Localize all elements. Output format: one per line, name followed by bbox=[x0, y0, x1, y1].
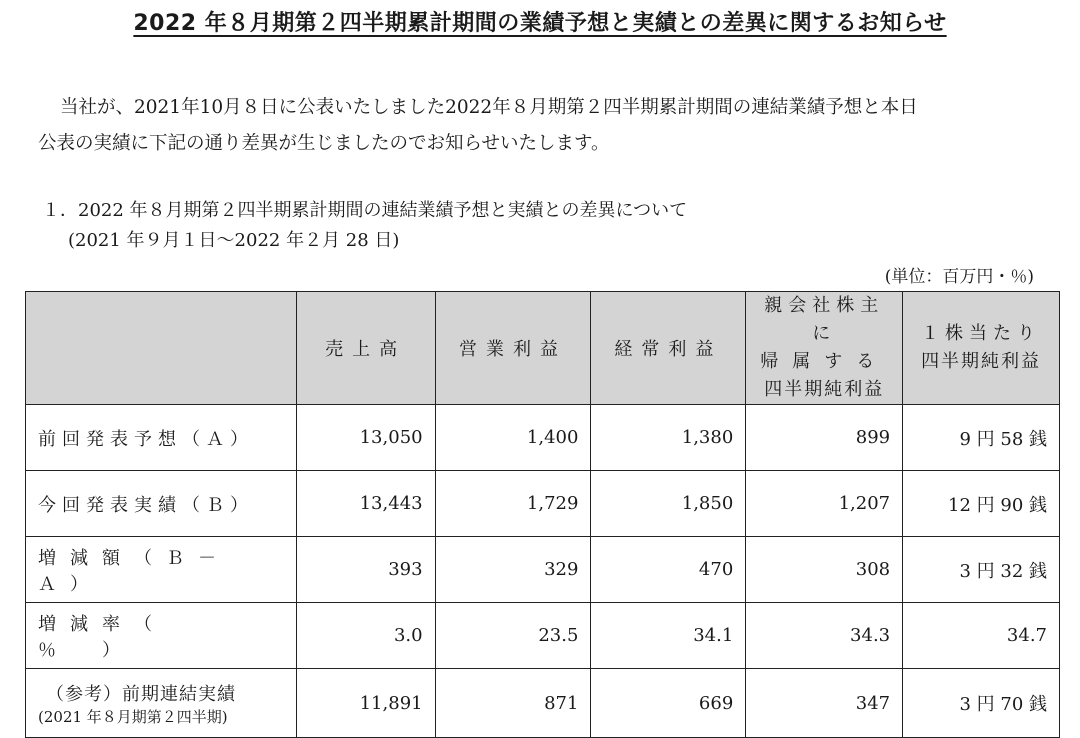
row-label: 今回発表実績（Ｂ） bbox=[26, 471, 297, 537]
header-eps bbox=[903, 292, 1060, 405]
row-label: 前回発表予想（Ａ） bbox=[26, 405, 297, 471]
cell-net: 899 bbox=[746, 405, 903, 471]
cell-sales: 3.0 bbox=[296, 603, 435, 669]
cell-eps: 34.7 bbox=[903, 603, 1060, 669]
cell-ordinary: 34.1 bbox=[591, 603, 746, 669]
header-net-line-3: 四半期純利益 bbox=[764, 379, 885, 400]
cell-sales: 13,050 bbox=[296, 405, 435, 471]
cell-operating: 1,729 bbox=[435, 471, 591, 537]
page-title: 2022 年８月期第２四半期累計期間の業績予想と実績との差異に関するお知らせ bbox=[133, 11, 947, 36]
header-operating-profit: 営業利益 bbox=[435, 292, 591, 405]
row-label: 増減率（ ％ ） bbox=[26, 603, 297, 669]
cell-net: 308 bbox=[746, 537, 903, 603]
header-blank bbox=[26, 292, 297, 405]
intro-line-1: 当社が、2021年10月８日に公表いたしました2022年８月期第２四半期累計期間の連結業績予想と本日 bbox=[60, 97, 918, 118]
cell-eps: 12 円 90 銭 bbox=[903, 471, 1060, 537]
cell-net: 34.3 bbox=[746, 603, 903, 669]
cell-operating: 1,400 bbox=[435, 405, 591, 471]
row-label: 増減額（Ｂ－Ａ） bbox=[26, 537, 297, 603]
section-heading bbox=[42, 196, 687, 256]
cell-eps: 3 円 32 銭 bbox=[903, 537, 1060, 603]
cell-net: 1,207 bbox=[746, 471, 903, 537]
results-table bbox=[25, 291, 1060, 738]
table-row bbox=[26, 471, 1060, 537]
reference-label-line-1: （参考）前期連結実績 bbox=[46, 683, 236, 705]
reference-row bbox=[26, 669, 1060, 738]
cell-ordinary: 1,850 bbox=[591, 471, 746, 537]
cell-operating: 23.5 bbox=[435, 603, 591, 669]
cell-ordinary: 1,380 bbox=[591, 405, 746, 471]
cell-eps: 9 円 58 銭 bbox=[903, 405, 1060, 471]
cell-operating: 871 bbox=[435, 669, 591, 738]
header-eps-line-1: １株当たり bbox=[921, 323, 1042, 344]
table-row bbox=[26, 405, 1060, 471]
cell-ordinary: 470 bbox=[591, 537, 746, 603]
header-ordinary-profit: 経常利益 bbox=[591, 292, 746, 405]
header-eps-line-2: 四半期純利益 bbox=[921, 351, 1042, 372]
section-period: (2021 年９月１日～2022 年２月 28 日) bbox=[68, 230, 400, 251]
cell-eps: 3 円 70 銭 bbox=[903, 669, 1060, 738]
cell-sales: 393 bbox=[296, 537, 435, 603]
header-net-line-1: 親会社株主に bbox=[764, 295, 885, 344]
header-net-line-2: 帰属する bbox=[760, 351, 889, 372]
reference-label bbox=[26, 669, 297, 738]
cell-sales: 13,443 bbox=[296, 471, 435, 537]
intro-line-2: 公表の実績に下記の通り差異が生じましたのでお知らせいたします。 bbox=[38, 133, 610, 154]
cell-sales: 11,891 bbox=[296, 669, 435, 738]
header-sales: 売上高 bbox=[296, 292, 435, 405]
intro-paragraph bbox=[38, 90, 1048, 162]
table-header-row bbox=[26, 292, 1060, 405]
cell-net: 347 bbox=[746, 669, 903, 738]
unit-note: (単位：百万円・％) bbox=[884, 267, 1034, 287]
table-row bbox=[26, 537, 1060, 603]
header-net-profit bbox=[746, 292, 903, 405]
cell-operating: 329 bbox=[435, 537, 591, 603]
section-title: １．2022 年８月期第２四半期累計期間の連結業績予想と実績との差異について bbox=[42, 200, 688, 221]
table-row bbox=[26, 603, 1060, 669]
cell-ordinary: 669 bbox=[591, 669, 746, 738]
reference-label-line-2: (2021 年８月期第２四半期) bbox=[38, 707, 228, 726]
